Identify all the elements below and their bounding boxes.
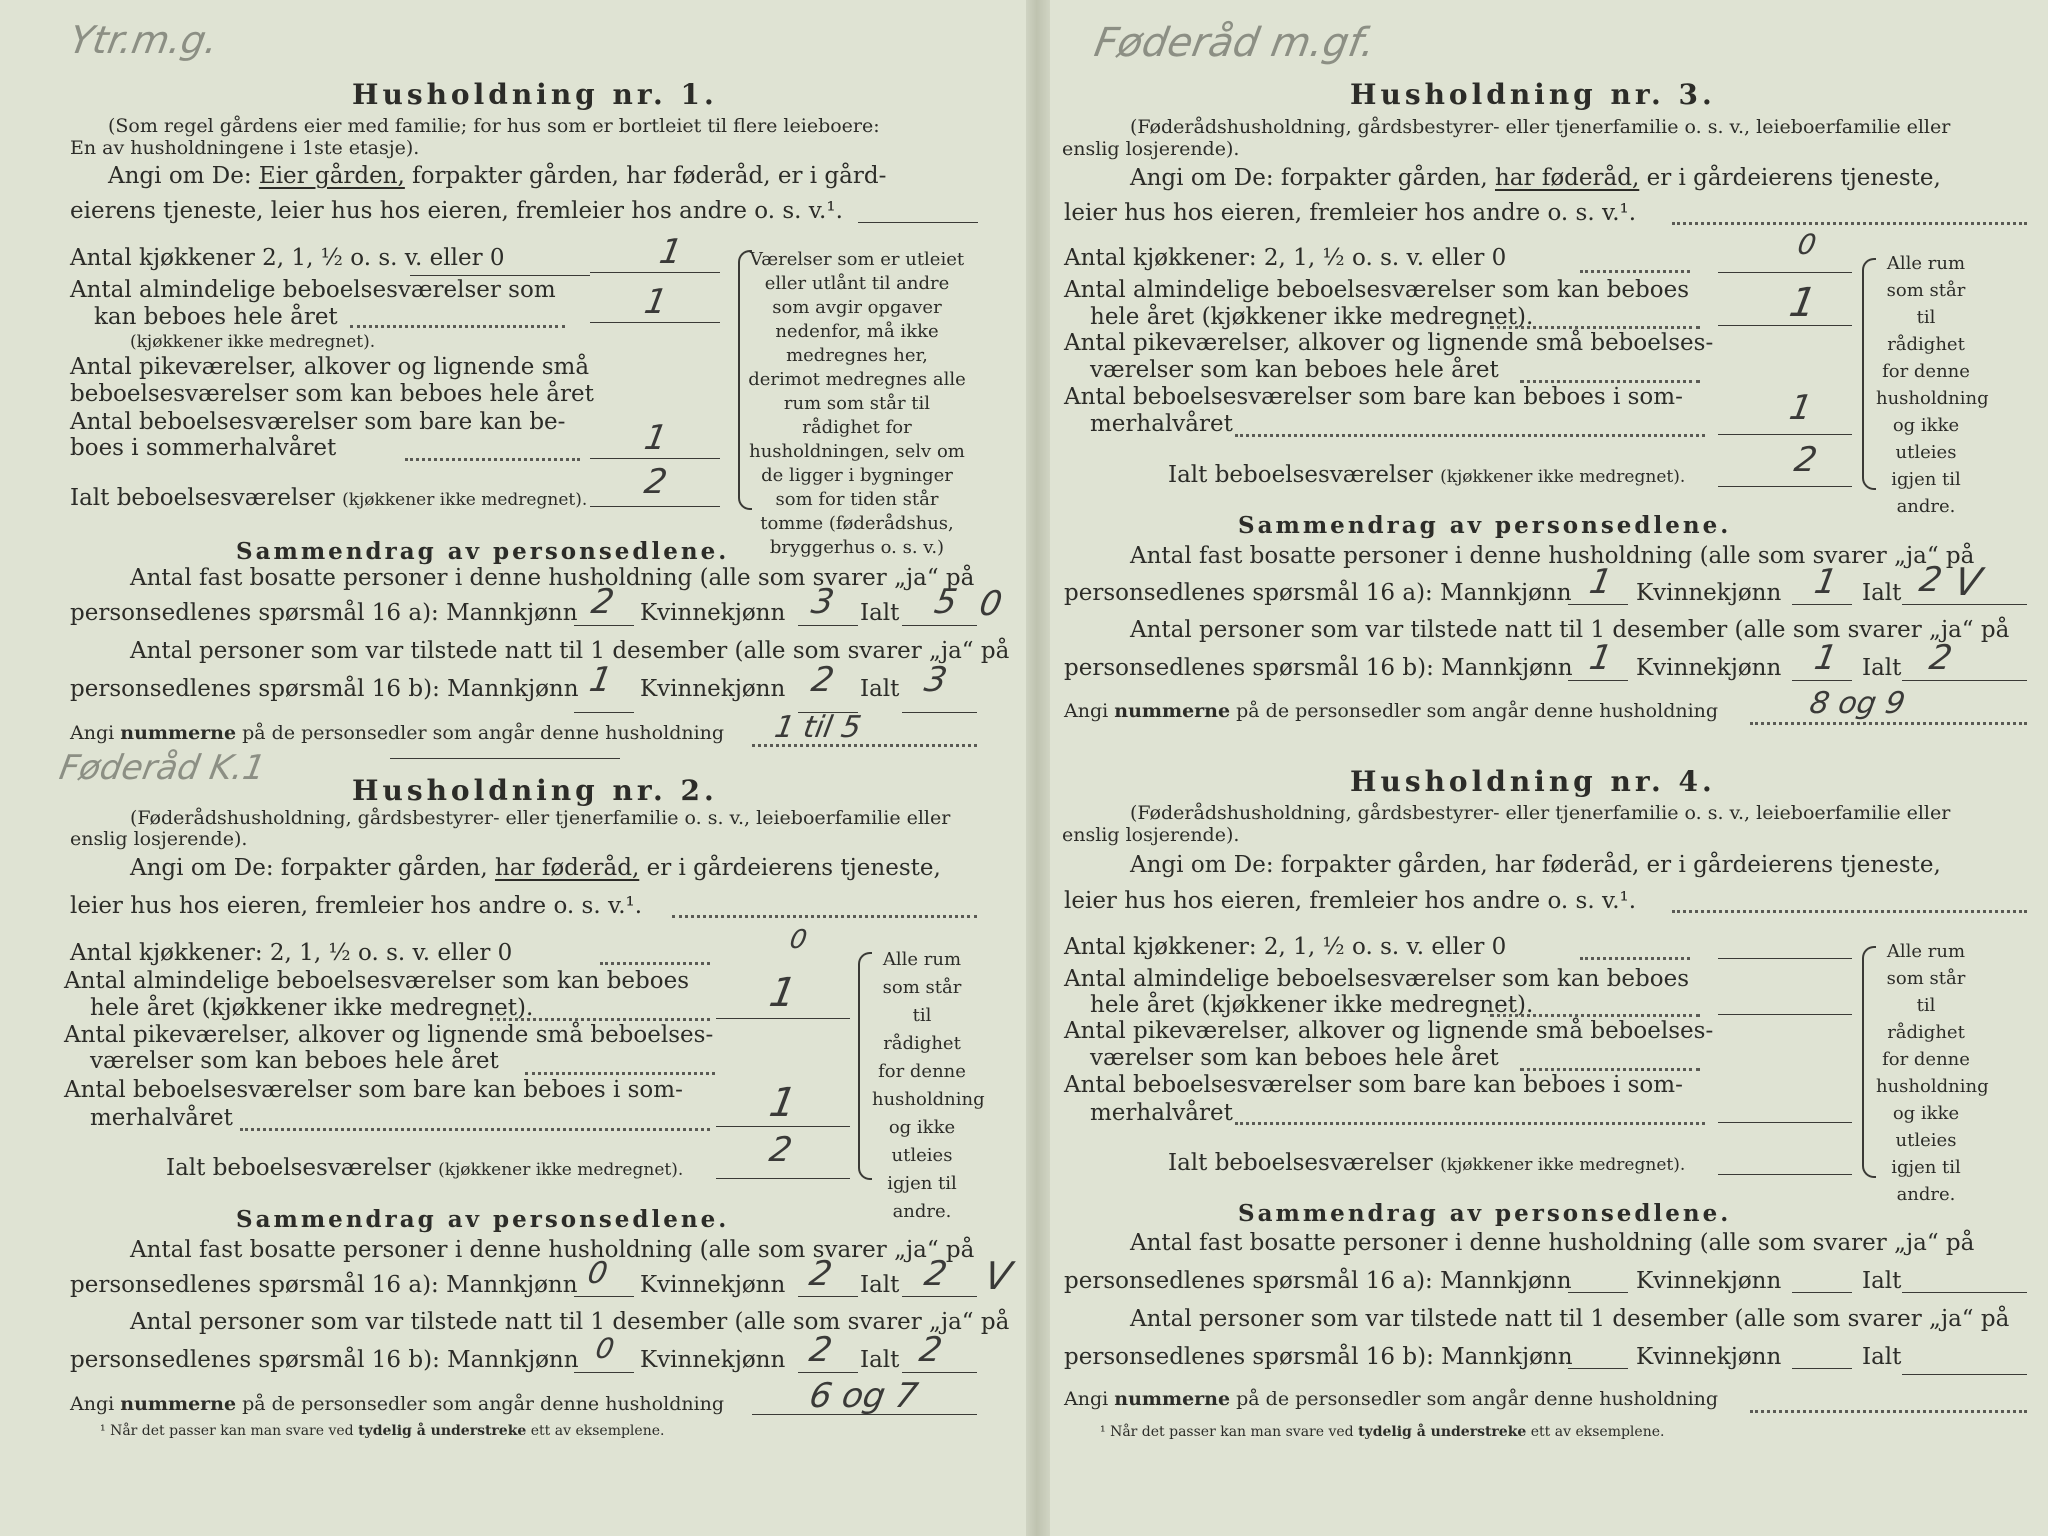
h3-16a-male: 1 [1586,562,1616,602]
h2-16b-male: 0 [593,1332,617,1365]
h1-person-numbers: 1 til 5 [771,710,864,745]
h1-row-summer: boes i sommerhalvåret [70,435,337,461]
h3-16a-female: 1 [1811,562,1841,602]
right-page: Føderåd m.gf. Husholdning nr. 3. (Føderådshusholdning, gårdsbestyrer- eller tjenerfamilie o. s. v., leieboerfamilie eller enslig losjerende). Angi om De: forpakter gården, har føderåd, er i gårdeierens tjeneste, leier hus hos eieren, fremleier hos andre o. s. v.¹. Antal kjøkkener: 2, 1, ½ o. s. v. eller 0 0 Antal almindelige beboelsesværelser som kan beboes hele året (kjøkkener ikke medregnet). 1 Antal pikeværelser, alkover og lignende små beboelses- værelser som kan beboes hele året Antal beboelsesværelser som bare kan beboes i som- merhalvåret 1 Ialt beboelsesværelser (kjøkkener ikke medregnet). 2 Alle rum som står til rådighet for denne husholdning og ikke utleies igjen til andre. Sammendrag av personsedlene. Antal fast bosatte personer i denne husholdning (alle som svarer „ja“ på personsedlenes spørsmål 16 a): Mannkjønn 1 Kvinnekjønn 1 Ialt 2 V Antal personer som var tilstede natt til 1 desember (alle som svarer „ja“ på personsedlenes spørsmål 16 b): Mannkjønn 1 Kvinnekjønn 1 Ialt 2 Angi nummerne på de personsedler som angår denne husholdning 8 og 9 Husholdning nr. 4. (Føderådshusholdning, gårdsbestyrer- eller tjenerfamilie o. s. v., leieboerfamilie eller enslig losjerende). Angi om De: forpakter gården, har føderåd, er i gårdeierens tjeneste, leier hus hos eieren, fremleier hos andre o. s. v.¹. Antal kjøkkener: 2, 1, ½ o. s. v. eller 0 Antal almindelige beboelsesværelser som kan beboes hele året (kjøkkener ikke medregnet). Antal pikeværelser, alkover og lignende små beboelses- værelser som kan beboes hele året Antal beboelsesværelser som bare kan beboes i som- merhalvåret Ialt beboelsesværelser (kjøkkener ikke medregnet). Alle rum som står til rådighet for denne husholdning og ikke utleies igjen til andre. Sammendrag av personsedlene. Antal fast bosatte personer i denne husholdning (alle som svarer „ja“ på personsedlenes spørsmål 16 a): Mannkjønn Kvinnekjønn Ialt Antal personer som var tilstede natt til 1 desember (alle som svarer „ja“ på personsedlenes spørsmål 16 b): Mannkjønn Kvinnekjønn Ialt Angi nummerne på de personsedler som angår denne husholdning ¹ Når det passer kan man svare ved tydelig å understreke ett av eksemplene. [1050,0,2048,1536]
h3-angi-numbers: Angi nummerne på de personsedler som angår denne husholdning [1064,700,1719,722]
footnote: ¹ Når det passer kan man svare ved tydelig å understreke ett av eksemplene. [1100,1424,1665,1440]
h2-16a-female: 2 [806,1254,836,1294]
h2-val-total: 2 [766,1130,796,1170]
h3-person-numbers: 8 og 9 [1806,686,1908,721]
h4-angi-numbers: Angi nummerne på de personsedler som angår denne husholdning [1064,1388,1719,1410]
h3-16a-check: V [1951,560,1985,604]
h1-16b-male: 1 [586,660,616,700]
h1-16b-female: 2 [808,660,838,700]
h1-angi-numbers: Angi nummerne på de personsedler som angår denne husholdning [70,722,725,744]
h1-s16a: personsedlenes spørsmål 16 a): Mannkjønn [70,600,578,626]
h1-16a-check: 0 [976,584,1006,624]
h2-brace [858,952,872,1180]
h1-paren-2: En av husholdningene i 1ste etasje). [70,137,420,159]
h1-summary-title: Sammendrag av personsedlene. [236,538,730,565]
h1-row-ordinary: Antal almindelige beboelsesværelser som [70,277,556,303]
h3-val-total: 2 [1791,440,1821,480]
h3-side-note: Alle rum som står til rådighet for denne husholdning og ikke utleies igjen til andre. [1876,253,1989,517]
h1-16a-total: 5 [931,582,961,622]
h3-val-ordinary: 1 [1785,280,1820,326]
h3-val-summer: 1 [1786,388,1816,428]
h3-angi: Angi om De: forpakter gården, har føderåd, er i gårdeierens tjeneste, [1130,165,1941,191]
h1-val-ordinary: 1 [641,282,671,322]
h3-16b-total: 2 [1926,638,1956,678]
left-page: Ytr.m.g. Husholdning nr. 1. (Som regel gårdens eier med familie; for hus som er bortleiet til flere leieboere: En av husholdningene i 1ste etasje). Angi om De: Eier gården, forpakter gården, har føderåd, er i gård- eierens tjeneste, leier hus hos eieren, fremleier hos andre o. s. v.¹. Antal kjøkkener 2, 1, ½ o. s. v. eller 0 1 Antal almindelige beboelsesværelser som kan beboes hele året (kjøkkener ikke medregnet). 1 Antal pikeværelser, alkover og lignende små beboelsesværelser som kan beboes hele året Antal beboelsesværelser som bare kan be- boes i sommerhalvåret 1 Ialt beboelsesværelser (kjøkkener ikke medregnet). 2 Værelser som er utleiet eller utlånt til andre som avgir opgaver nedenfor, må ikke medregnes her, derimot medregnes alle rum som står til rådighet for husholdningen, selv om de ligger i bygninger som for tiden står tomme (føderådshus, bryggerhus o. s. v.) Sammendrag av personsedlene. Antal fast bosatte personer i denne husholdning (alle som svarer „ja“ på personsedlenes spørsmål 16 a): Mannkjønn 2 Kvinnekjønn 3 Ialt 5 0 Antal personer som var tilstede natt til 1 desember (alle som svarer „ja“ på personsedlenes spørsmål 16 b): Mannkjønn 1 Kvinnekjønn 2 Ialt 3 Angi nummerne på de personsedler som angår denne husholdning 1 til 5 Føderåd K.1 Husholdning nr. 2. (Føderådshusholdning, gårdsbestyrer- eller tjenerfamilie o. s. v., leieboerfamilie eller enslig losjerende). Angi om De: forpakter gården, har føderåd, er i gårdeierens tjeneste, leier hus hos eieren, fremleier hos andre o. s. v.¹. Antal kjøkkener: 2, 1, ½ o. s. v. eller 0 0 Antal almindelige beboelsesværelser som kan beboes hele året (kjøkkener ikke medregnet). 1 Antal pikeværelser, alkover og lignende små beboelses- værelser som kan beboes hele året Antal beboelsesværelser som bare kan beboes i som- merhalvåret 1 Ialt beboelsesværelser (kjøkkener ikke medregnet). 2 Alle rum som står til rådighet for denne husholdning og ikke utleies igjen til andre. Sammendrag av personsedlene. Antal fast bosatte personer i denne husholdning (alle som svarer „ja“ på personsedlenes spørsmål 16 a): Mannkjønn 0 Kvinnekjønn 2 Ialt 2 V Antal personer som var tilstede natt til 1 desember (alle som svarer „ja“ på personsedlenes spørsmål 16 b): Mannkjønn 0 Kvinnekjønn 2 Ialt 2 Angi nummerne på de personsedler som angår denne husholdning 6 og 7 ¹ Når det passer kan man svare ved tydelig å understreke ett av eksemplene. [56,18,1015,1439]
h1-angi: Angi om De: Eier gården, forpakter gården, har føderåd, er i gård- [108,163,887,189]
handwritten-note-faderaad: Føderåd K.1 [56,748,269,788]
h4-brace [1862,946,1876,1178]
h2-side-note: Alle rum som står til rådighet for denne husholdning og ikke utleies igjen til andre. [872,949,985,1222]
h1-title: Husholdning nr. 1. [352,78,718,111]
h1-row-kitchens: Antal kjøkkener 2, 1, ½ o. s. v. eller 0 [70,245,505,271]
h1-val-summer: 1 [641,418,671,458]
h3-answer-underlined: har føderåd, [1494,165,1640,191]
h1-answer-underlined: Eier gården, [258,163,405,189]
h4-side-note: Alle rum som står til rådighet for denne husholdning og ikke utleies igjen til andre. [1876,941,1989,1205]
h1-row-small: beboelsesværelser som kan beboes hele året [70,381,594,407]
h3-brace [1862,258,1876,490]
h2-16a-male: 0 [584,1256,611,1291]
h2-title: Husholdning nr. 2. [352,774,718,807]
h3-16a-total: 2 [1916,560,1946,600]
h2-16b-female: 2 [806,1330,836,1370]
h4-title: Husholdning nr. 4. [1350,765,1716,798]
h1-val-total: 2 [641,462,671,502]
h2-16b-total: 2 [916,1330,946,1370]
h1-16a-female: 3 [808,582,838,622]
h1-val-kitchens: 1 [656,232,686,272]
h2-answer-underlined: har føderåd, [494,855,640,881]
h1-side-note: Værelser som er utleiet eller utlånt til andre som avgir opgaver nedenfor, må ikke medregnes her, derimot medregnes alle rum som står til rådighet for husholdningen, selv om de ligger i bygninger som for tiden står tomme (føderådshus, bryggerhus o. s. v.) [748,249,966,558]
h2-person-numbers: 6 og 7 [806,1376,921,1416]
h2-summary-title: Sammendrag av personsedlene. [236,1206,730,1233]
h4-angi: Angi om De: forpakter gården, har føderåd, er i gårdeierens tjeneste, [1130,852,1941,878]
handwritten-note: Ytr.m.g. [66,18,222,62]
h2-angi: Angi om De: forpakter gården, har føderåd, er i gårdeierens tjeneste, [130,855,941,881]
h1-16b-total: 3 [921,660,951,700]
h1-paren-1: (Som regel gårdens eier med familie; for hus som er bortleiet til flere leieboere: [108,115,880,137]
h3-16b-male: 1 [1586,638,1616,678]
handwritten-note: Føderåd m.gf. [1090,20,1379,66]
h2-16a-check: V [981,1254,1015,1298]
h3-16b-female: 1 [1811,638,1841,678]
h4-summary-title: Sammendrag av personsedlene. [1238,1200,1732,1227]
h2-angi-numbers: Angi nummerne på de personsedler som angår denne husholdning [70,1393,725,1415]
h1-row-total: Ialt beboelsesværelser (kjøkkener ikke medregnet). [70,485,588,511]
footnote: ¹ Når det passer kan man svare ved tydelig å understreke ett av eksemplene. [100,1423,665,1439]
h2-val-kitchens: 0 [787,925,810,955]
h2-val-summer: 1 [765,1080,800,1126]
h3-title: Husholdning nr. 3. [1350,78,1716,111]
h1-s16b: personsedlenes spørsmål 16 b): Mannkjønn [70,676,579,702]
h3-val-kitchens: 0 [1795,228,1819,261]
h2-16a-total: 2 [921,1254,951,1294]
h1-16a-male: 2 [588,582,618,622]
h3-summary-title: Sammendrag av personsedlene. [1238,512,1732,539]
h1-angi-2: eierens tjeneste, leier hus hos eieren, fremleier hos andre o. s. v.¹. [70,198,843,224]
h2-val-ordinary: 1 [765,970,800,1016]
